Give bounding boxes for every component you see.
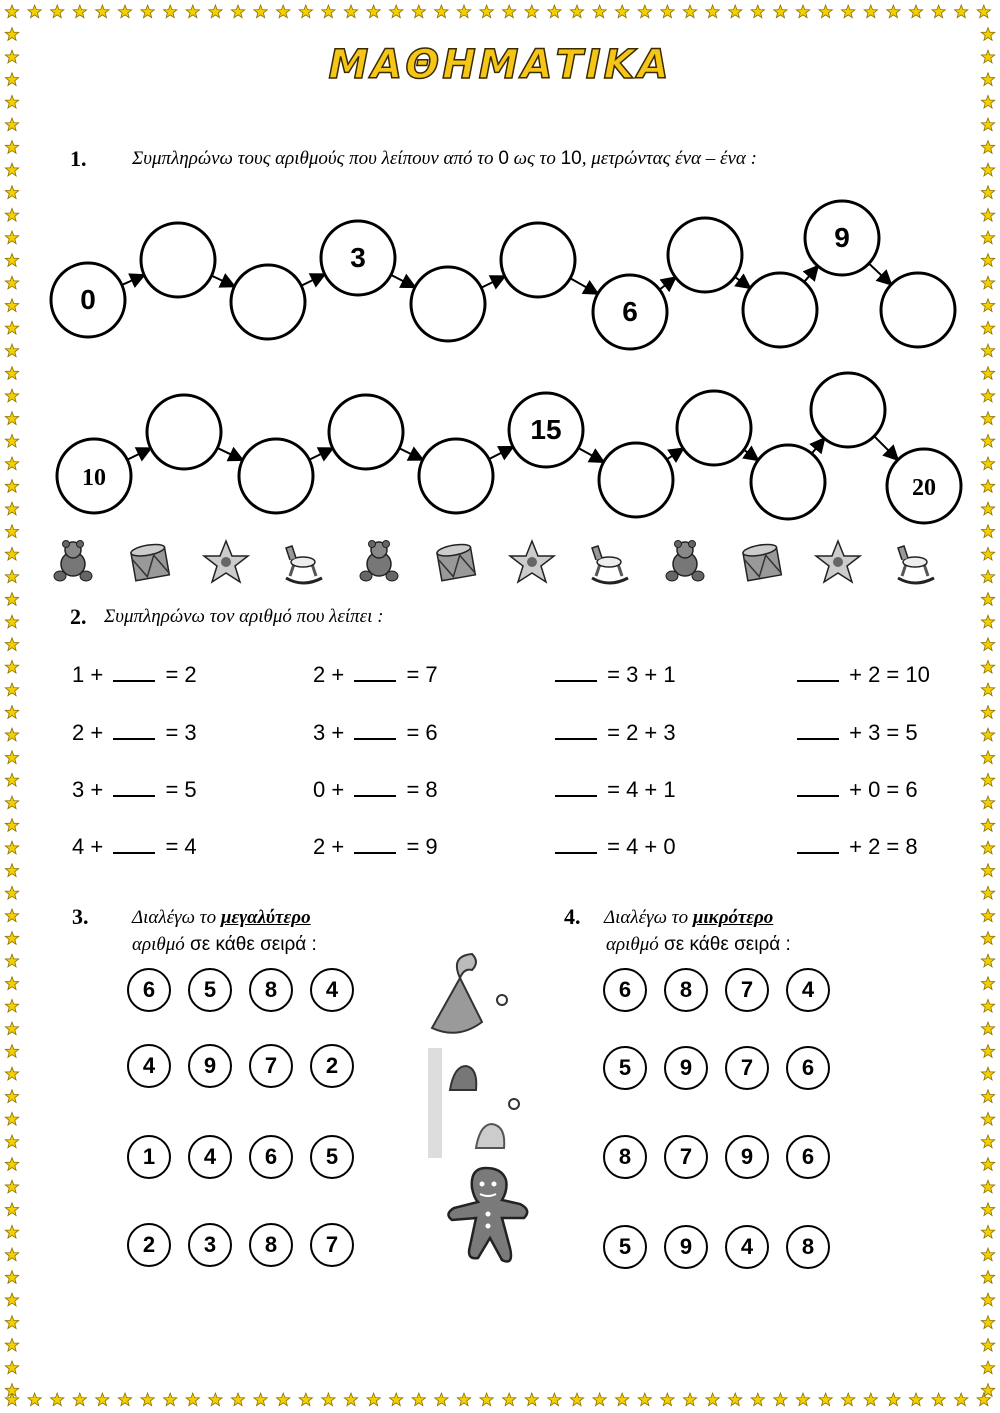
rocking-horse-icon — [278, 538, 328, 588]
chain-arrow — [127, 449, 149, 460]
chain-number-label: 20 — [912, 475, 936, 501]
chain-arrow — [217, 448, 240, 459]
gumdrop-icon — [450, 1066, 476, 1090]
equation-left: 1 + — [72, 662, 104, 687]
equation-right: + 3 = 5 — [849, 720, 918, 745]
chain-arrow — [301, 275, 323, 286]
answer-blank[interactable] — [555, 662, 597, 682]
choice-circle[interactable]: 7 — [664, 1135, 708, 1179]
q1-number: 1. — [70, 146, 87, 171]
chain-blank-circle[interactable] — [811, 373, 885, 447]
equation-item — [313, 720, 438, 746]
equation-right: + 0 = 6 — [849, 777, 918, 802]
chain-blank-circle[interactable] — [599, 443, 673, 517]
chain-blank-circle[interactable] — [668, 218, 742, 292]
answer-blank[interactable] — [113, 662, 155, 682]
equation-left: 2 + — [313, 662, 345, 687]
chain-blank-circle[interactable] — [751, 445, 825, 519]
equation-left: 2 + — [72, 720, 104, 745]
chain-blank-circle[interactable] — [419, 439, 493, 513]
gumdrop-icon — [476, 1124, 504, 1148]
equation-item — [313, 777, 438, 803]
choice-circle[interactable]: 9 — [664, 1046, 708, 1090]
equation-item — [72, 834, 197, 860]
choice-circle[interactable]: 3 — [188, 1223, 232, 1267]
chain-number-label: 15 — [530, 414, 562, 445]
q2-instruction: Συμπληρώνω τον αριθμό που λείπει : — [104, 606, 384, 627]
equation-right: = 5 — [165, 777, 197, 802]
chain-arrow — [399, 448, 421, 459]
chain-arrow — [122, 276, 143, 285]
star-ornament-icon — [201, 538, 251, 588]
equation-right: + 2 = 10 — [849, 662, 930, 687]
equation-item — [797, 777, 918, 803]
equation-item — [797, 720, 918, 746]
choice-circle[interactable]: 4 — [310, 968, 354, 1012]
chain-number-label: 6 — [622, 296, 638, 327]
chain-arrow — [659, 279, 673, 290]
chain-arrow — [667, 450, 682, 460]
equation-right: = 4 + 0 — [607, 834, 676, 859]
equation-left: 3 + — [72, 777, 104, 802]
q4-instruction-line1: Διαλέγω το μικρότερο — [604, 907, 774, 928]
equation-left: 0 + — [313, 777, 345, 802]
equation-right: = 4 — [165, 834, 197, 859]
choice-circle[interactable]: 4 — [188, 1135, 232, 1179]
equation-right: = 4 + 1 — [607, 777, 676, 802]
choice-circle[interactable]: 7 — [725, 968, 769, 1012]
equation-item — [313, 834, 438, 860]
chain-number-label: 0 — [80, 284, 96, 315]
choice-circle[interactable]: 2 — [127, 1223, 171, 1267]
equation-left: 3 + — [313, 720, 345, 745]
choice-circle[interactable]: 2 — [310, 1044, 354, 1088]
chain-blank-circle[interactable] — [329, 395, 403, 469]
answer-blank[interactable] — [354, 834, 396, 854]
choice-circle[interactable]: 6 — [249, 1135, 293, 1179]
q3-instruction-line1: Διαλέγω το μεγαλύτερο — [132, 907, 311, 928]
answer-blank[interactable] — [113, 720, 155, 740]
equation-item — [72, 662, 197, 688]
equation-right: = 8 — [406, 777, 438, 802]
choice-circle[interactable]: 9 — [725, 1135, 769, 1179]
equation-right: = 2 + 3 — [607, 720, 676, 745]
equation-item — [72, 720, 197, 746]
choice-circle[interactable]: 8 — [603, 1135, 647, 1179]
q4-number: 4. — [564, 904, 581, 929]
choice-circle[interactable]: 7 — [725, 1046, 769, 1090]
equation-item — [555, 720, 676, 746]
star-ornament-icon — [813, 538, 863, 588]
q1-instruction: Συμπληρώνω τους αριθμούς που λείπουν από το 0 ως το 10, μετρώντας ένα – ένα : — [132, 148, 757, 169]
chain-blank-circle[interactable] — [239, 439, 313, 513]
choice-circle[interactable]: 8 — [786, 1225, 830, 1269]
answer-blank[interactable] — [354, 720, 396, 740]
chain-arrow — [578, 448, 602, 461]
snow-shape — [428, 1048, 442, 1158]
answer-blank[interactable] — [555, 834, 597, 854]
answer-blank[interactable] — [555, 720, 597, 740]
equation-item — [313, 662, 438, 688]
chain-number-label: 10 — [82, 465, 106, 491]
chain-arrow — [804, 268, 816, 282]
answer-blank[interactable] — [555, 777, 597, 797]
drum-icon — [737, 538, 787, 588]
chain-arrow — [812, 440, 823, 454]
equation-item — [797, 834, 918, 860]
choice-circle[interactable]: 4 — [786, 968, 830, 1012]
equation-right: = 6 — [406, 720, 438, 745]
choice-circle[interactable]: 7 — [249, 1044, 293, 1088]
choice-circle[interactable]: 8 — [664, 968, 708, 1012]
equation-item — [555, 834, 676, 860]
equation-right: = 2 — [165, 662, 197, 687]
choice-circle[interactable]: 6 — [786, 1135, 830, 1179]
chain-blank-circle[interactable] — [141, 223, 215, 297]
choice-circle[interactable]: 9 — [664, 1225, 708, 1269]
answer-blank[interactable] — [797, 662, 839, 682]
equation-left: 2 + — [313, 834, 345, 859]
chain-arrow — [869, 263, 890, 283]
teddy-bear-icon — [660, 538, 710, 588]
equation-right: = 3 — [165, 720, 197, 745]
equation-left: 4 + — [72, 834, 104, 859]
page-title: ΜΑΘΗΜΑΤΙΚΑ — [328, 42, 672, 88]
chain-arrow — [391, 275, 413, 286]
rocking-horse-icon — [890, 538, 940, 588]
toy-decoration-row — [48, 538, 958, 588]
answer-blank[interactable] — [797, 777, 839, 797]
choice-circle[interactable]: 9 — [188, 1044, 232, 1088]
chain-arrow — [874, 436, 896, 458]
bubble-icon — [497, 995, 507, 1005]
equation-right: = 3 + 1 — [607, 662, 676, 687]
chain-number-label: 3 — [350, 242, 366, 273]
equation-item — [797, 662, 930, 688]
choice-circle[interactable]: 7 — [310, 1223, 354, 1267]
chain-arrow — [309, 449, 331, 460]
chain-blank-circle[interactable] — [677, 391, 751, 465]
q4-instruction-line2: αριθμό σε κάθε σειρά : — [606, 934, 791, 955]
choice-circle[interactable]: 6 — [127, 968, 171, 1012]
chain-arrow — [570, 278, 596, 293]
answer-blank[interactable] — [113, 834, 155, 854]
answer-blank[interactable] — [797, 834, 839, 854]
answer-blank[interactable] — [113, 777, 155, 797]
choice-circle[interactable]: 4 — [725, 1225, 769, 1269]
chain-arrow — [744, 450, 757, 459]
chain-10-to-20 — [57, 373, 961, 523]
choice-circle[interactable]: 1 — [127, 1135, 171, 1179]
answer-blank[interactable] — [354, 662, 396, 682]
choice-circle[interactable]: 5 — [603, 1225, 647, 1269]
equation-right: = 7 — [406, 662, 438, 687]
choice-circle[interactable]: 4 — [127, 1044, 171, 1088]
teddy-bear-icon — [354, 538, 404, 588]
choice-circle[interactable]: 6 — [603, 968, 647, 1012]
answer-blank[interactable] — [354, 777, 396, 797]
chain-blank-circle[interactable] — [147, 395, 221, 469]
choice-circle[interactable]: 5 — [603, 1046, 647, 1090]
choice-circle[interactable]: 8 — [249, 968, 293, 1012]
star-ornament-icon — [507, 538, 557, 588]
chain-arrow — [212, 276, 233, 286]
choice-circle[interactable]: 5 — [188, 968, 232, 1012]
chain-arrow — [735, 277, 749, 287]
chain-blank-circle[interactable] — [231, 265, 305, 339]
chain-number-label: 9 — [834, 222, 850, 253]
q3-instruction-line2: αριθμό σε κάθε σειρά : — [132, 934, 317, 955]
chain-blank-circle[interactable] — [743, 273, 817, 347]
chain-blank-circle[interactable] — [501, 223, 575, 297]
equation-right: = 9 — [406, 834, 438, 859]
equation-right: + 2 = 8 — [849, 834, 918, 859]
chain-0-to-10 — [51, 201, 955, 349]
drum-icon — [125, 538, 175, 588]
chain-arrow — [481, 277, 503, 288]
drum-icon — [431, 538, 481, 588]
rocking-horse-icon — [584, 538, 634, 588]
gingerbread-man-icon — [448, 1168, 527, 1262]
party-hat-icon — [432, 954, 482, 1033]
gingerbread-decoration — [420, 948, 550, 1293]
equation-item — [555, 662, 676, 688]
q2-number: 2. — [70, 604, 87, 629]
bubble-icon — [509, 1099, 519, 1109]
choice-circle[interactable]: 6 — [786, 1046, 830, 1090]
chain-blank-circle[interactable] — [411, 267, 485, 341]
teddy-bear-icon — [48, 538, 98, 588]
chain-blank-circle[interactable] — [881, 273, 955, 347]
chain-arrow — [489, 448, 511, 459]
q3-number: 3. — [72, 904, 89, 929]
choice-circle[interactable]: 5 — [310, 1135, 354, 1179]
choice-circle[interactable]: 8 — [249, 1223, 293, 1267]
equation-item — [72, 777, 197, 803]
answer-blank[interactable] — [797, 720, 839, 740]
equation-item — [555, 777, 676, 803]
